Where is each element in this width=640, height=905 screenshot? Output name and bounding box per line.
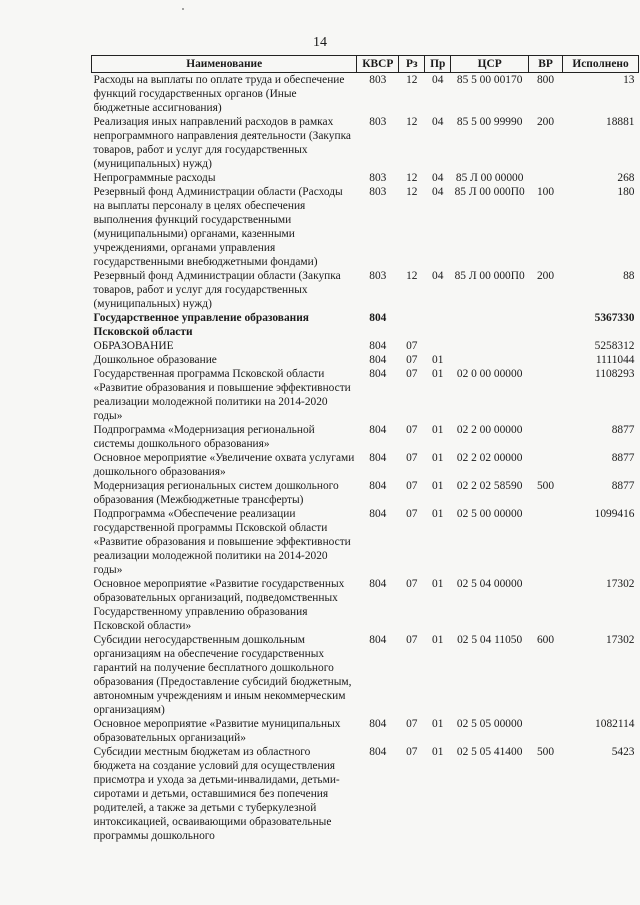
row-kvsr: 803 xyxy=(369,172,387,184)
row-pr: 04 xyxy=(432,116,444,128)
row-vr xyxy=(529,311,563,339)
row-name: Модернизация региональных систем дошкольного образования (Межбюджетные трансферты) xyxy=(93,480,339,506)
row-name: Государственная программа Псковской области «Развитие образования и повышение эффективности реализации молодежной политики на 2014-2020 годы» xyxy=(93,368,351,422)
row-csr: 85 Л 00 000П0 xyxy=(454,270,525,282)
row-amount: 17302 xyxy=(606,634,635,646)
row-kvsr: 803 xyxy=(369,116,387,128)
row-vr xyxy=(529,451,563,479)
header-name: Наименование xyxy=(92,56,357,73)
page-number: 14 xyxy=(313,35,327,50)
row-amount: 88 xyxy=(623,270,635,282)
row-amount: 1082114 xyxy=(595,718,635,730)
row-csr: 85 Л 00 000П0 xyxy=(454,186,525,198)
row-amount: 1108293 xyxy=(595,368,635,380)
row-rz: 07 xyxy=(406,452,418,464)
table-row xyxy=(92,171,639,185)
table-row xyxy=(92,745,639,843)
table-row xyxy=(92,717,639,745)
row-amount: 1099416 xyxy=(594,508,635,520)
row-name: Расходы на выплаты по оплате труда и обеспечение функций государственных органов (Иные бюджетные ассигнования) xyxy=(93,74,345,114)
row-name: Непрограммные расходы xyxy=(93,172,216,184)
row-pr: 01 xyxy=(432,718,444,730)
row-vr xyxy=(529,423,563,451)
row-csr: 02 5 05 00000 xyxy=(456,718,523,730)
row-pr: 01 xyxy=(432,578,444,590)
row-amount: 8877 xyxy=(611,480,635,492)
row-kvsr: 804 xyxy=(369,312,387,324)
row-amount: 180 xyxy=(617,186,635,198)
table-row xyxy=(92,185,639,269)
row-vr xyxy=(529,577,563,633)
row-name: Государственное управление образования Псковской области xyxy=(93,312,309,338)
table-row xyxy=(92,577,639,633)
row-kvsr: 803 xyxy=(369,270,387,282)
row-kvsr: 804 xyxy=(369,480,387,492)
row-name: Дошкольное образование xyxy=(93,354,217,366)
row-rz: 07 xyxy=(406,480,418,492)
row-rz: 07 xyxy=(406,424,418,436)
row-csr: 02 5 04 11050 xyxy=(457,634,523,646)
row-kvsr: 803 xyxy=(369,74,387,86)
row-csr: 02 2 02 00000 xyxy=(456,452,523,464)
row-pr: 01 xyxy=(432,368,444,380)
row-rz: 07 xyxy=(406,718,418,730)
row-vr xyxy=(529,353,563,367)
row-name: Субсидии негосударственным дошкольным организациям на обеспечение государственных гарантий на получение бесплатного дошкольного образования (Предоставление субсидий бюджетным, автономным учреждениям и иным некоммерческим организациям) xyxy=(93,634,352,716)
table-row xyxy=(92,269,639,311)
table-row xyxy=(92,633,639,717)
table-row xyxy=(92,115,639,171)
row-csr: 02 5 04 00000 xyxy=(456,578,523,590)
table-row xyxy=(92,353,639,367)
row-vr: 600 xyxy=(536,634,555,646)
row-kvsr: 804 xyxy=(369,508,387,520)
row-csr xyxy=(451,311,529,339)
row-vr: 800 xyxy=(536,74,555,86)
row-kvsr: 804 xyxy=(369,452,387,464)
row-pr: 04 xyxy=(432,172,444,184)
row-rz: 07 xyxy=(406,368,418,380)
row-kvsr: 804 xyxy=(369,578,387,590)
table-row xyxy=(92,479,639,507)
row-csr: 02 5 00 00000 xyxy=(456,508,523,520)
row-rz xyxy=(399,311,425,339)
row-name: Основное мероприятие «Развитие муниципальных образовательных организаций» xyxy=(93,718,341,744)
row-pr xyxy=(425,339,451,353)
row-pr: 01 xyxy=(432,746,444,758)
row-csr: 85 5 00 00170 xyxy=(456,74,523,86)
row-name: Основное мероприятие «Развитие государственных образовательных организаций, подведомственных Государственному управлению образования Псковской области» xyxy=(93,578,345,632)
row-csr xyxy=(451,339,529,353)
row-csr: 02 2 02 58590 xyxy=(456,480,523,492)
row-kvsr: 804 xyxy=(369,368,387,380)
table-row xyxy=(92,367,639,423)
row-amount: 18881 xyxy=(606,116,635,128)
row-vr xyxy=(529,339,563,353)
row-pr: 01 xyxy=(432,634,444,646)
row-pr: 01 xyxy=(432,480,444,492)
row-kvsr: 804 xyxy=(369,718,387,730)
row-csr: 85 Л 00 00000 xyxy=(455,172,524,184)
table-row xyxy=(92,311,639,339)
row-vr xyxy=(529,507,563,577)
row-kvsr: 804 xyxy=(369,354,387,366)
row-amount: 17302 xyxy=(606,578,635,590)
header-kvsr: КВСР xyxy=(357,56,399,73)
row-vr: 500 xyxy=(536,746,555,758)
row-amount: 5367330 xyxy=(594,312,635,324)
table-body xyxy=(92,73,639,844)
row-name: ОБРАЗОВАНИЕ xyxy=(93,340,174,352)
row-rz: 07 xyxy=(406,746,418,758)
row-name: Подпрограмма «Обеспечение реализации государственной программы Псковской области «Развитие образования и повышение эффективности реализации молодежной политики на 2014-2020 годы» xyxy=(93,508,351,576)
row-vr: 100 xyxy=(536,186,555,198)
row-name: Реализация иных направлений расходов в рамках непрограммного направления деятельности (Закупка товаров, работ и услуг для государственных (муниципальных) нужд) xyxy=(93,116,351,170)
row-rz: 07 xyxy=(406,508,418,520)
row-kvsr: 804 xyxy=(369,746,387,758)
row-pr: 04 xyxy=(432,74,444,86)
row-kvsr: 804 xyxy=(369,340,387,352)
row-name: Основное мероприятие «Увеличение охвата услугами дошкольного образования» xyxy=(93,452,355,478)
row-amount: 268 xyxy=(617,172,635,184)
row-pr xyxy=(425,311,451,339)
row-vr: 200 xyxy=(536,270,555,282)
row-kvsr: 804 xyxy=(369,634,387,646)
row-name: Подпрограмма «Модернизация региональной системы дошкольного образования» xyxy=(93,424,315,450)
header-pr: Пр xyxy=(425,56,451,73)
header-rz: Рз xyxy=(399,56,425,73)
row-amount: 8877 xyxy=(611,424,635,436)
row-vr xyxy=(529,367,563,423)
row-amount: 8877 xyxy=(611,452,635,464)
row-rz: 12 xyxy=(406,270,418,282)
row-name: Субсидии местным бюджетам из областного бюджета на создание условий для осуществления присмотра и ухода за детьми-инвалидами, детьми-сиротами и детьми, оставшимися без попечения родителей, а также за детьми с туберкулезной интоксикацией, осваивающими образовательные программы дошкольного xyxy=(93,746,340,842)
row-csr xyxy=(451,353,529,367)
row-rz: 07 xyxy=(406,578,418,590)
table-row xyxy=(92,73,639,116)
row-kvsr: 804 xyxy=(369,424,387,436)
row-pr: 04 xyxy=(432,270,444,282)
scan-dot xyxy=(182,8,184,10)
table-row xyxy=(92,339,639,353)
row-rz: 07 xyxy=(406,634,418,646)
header-vr: ВР xyxy=(529,56,563,73)
row-amount: 5423 xyxy=(611,746,635,758)
row-vr: 500 xyxy=(536,480,555,492)
table-row xyxy=(92,451,639,479)
row-rz: 12 xyxy=(406,116,418,128)
row-kvsr: 803 xyxy=(369,186,387,198)
row-rz: 07 xyxy=(406,340,418,352)
row-pr: 01 xyxy=(432,424,444,436)
row-rz: 12 xyxy=(406,172,418,184)
row-amount: 13 xyxy=(623,74,635,86)
row-vr xyxy=(529,717,563,745)
header-amount: Исполнено xyxy=(563,56,639,73)
row-pr: 01 xyxy=(432,452,444,464)
row-rz: 12 xyxy=(406,74,418,86)
header-csr: ЦСР xyxy=(451,56,529,73)
row-csr: 02 0 00 00000 xyxy=(456,368,523,380)
table-row xyxy=(92,507,639,577)
row-pr: 04 xyxy=(432,186,444,198)
row-csr: 02 2 00 00000 xyxy=(456,424,523,436)
table-header-row xyxy=(92,56,639,73)
row-pr: 01 xyxy=(432,354,444,366)
row-csr: 02 5 05 41400 xyxy=(456,746,523,758)
table-row xyxy=(92,423,639,451)
row-pr: 01 xyxy=(432,508,444,520)
row-rz: 07 xyxy=(406,354,418,366)
budget-table xyxy=(91,55,639,843)
row-amount: 1111044 xyxy=(595,354,635,366)
row-vr: 200 xyxy=(536,116,555,128)
row-rz: 12 xyxy=(406,186,418,198)
row-name: Резервный фонд Администрации области (Закупка товаров, работ и услуг для государственных (муниципальных) нужд) xyxy=(93,270,341,310)
row-vr xyxy=(529,171,563,185)
row-csr: 85 5 00 99990 xyxy=(456,116,523,128)
row-amount: 5258312 xyxy=(594,340,635,352)
row-name: Резервный фонд Администрации области (Расходы на выплаты персоналу в целях обеспечения выполнения функций государственными (муниципальными) органами, казенными учреждениями, органами управления государственными внебюджетными фондами) xyxy=(93,186,343,268)
